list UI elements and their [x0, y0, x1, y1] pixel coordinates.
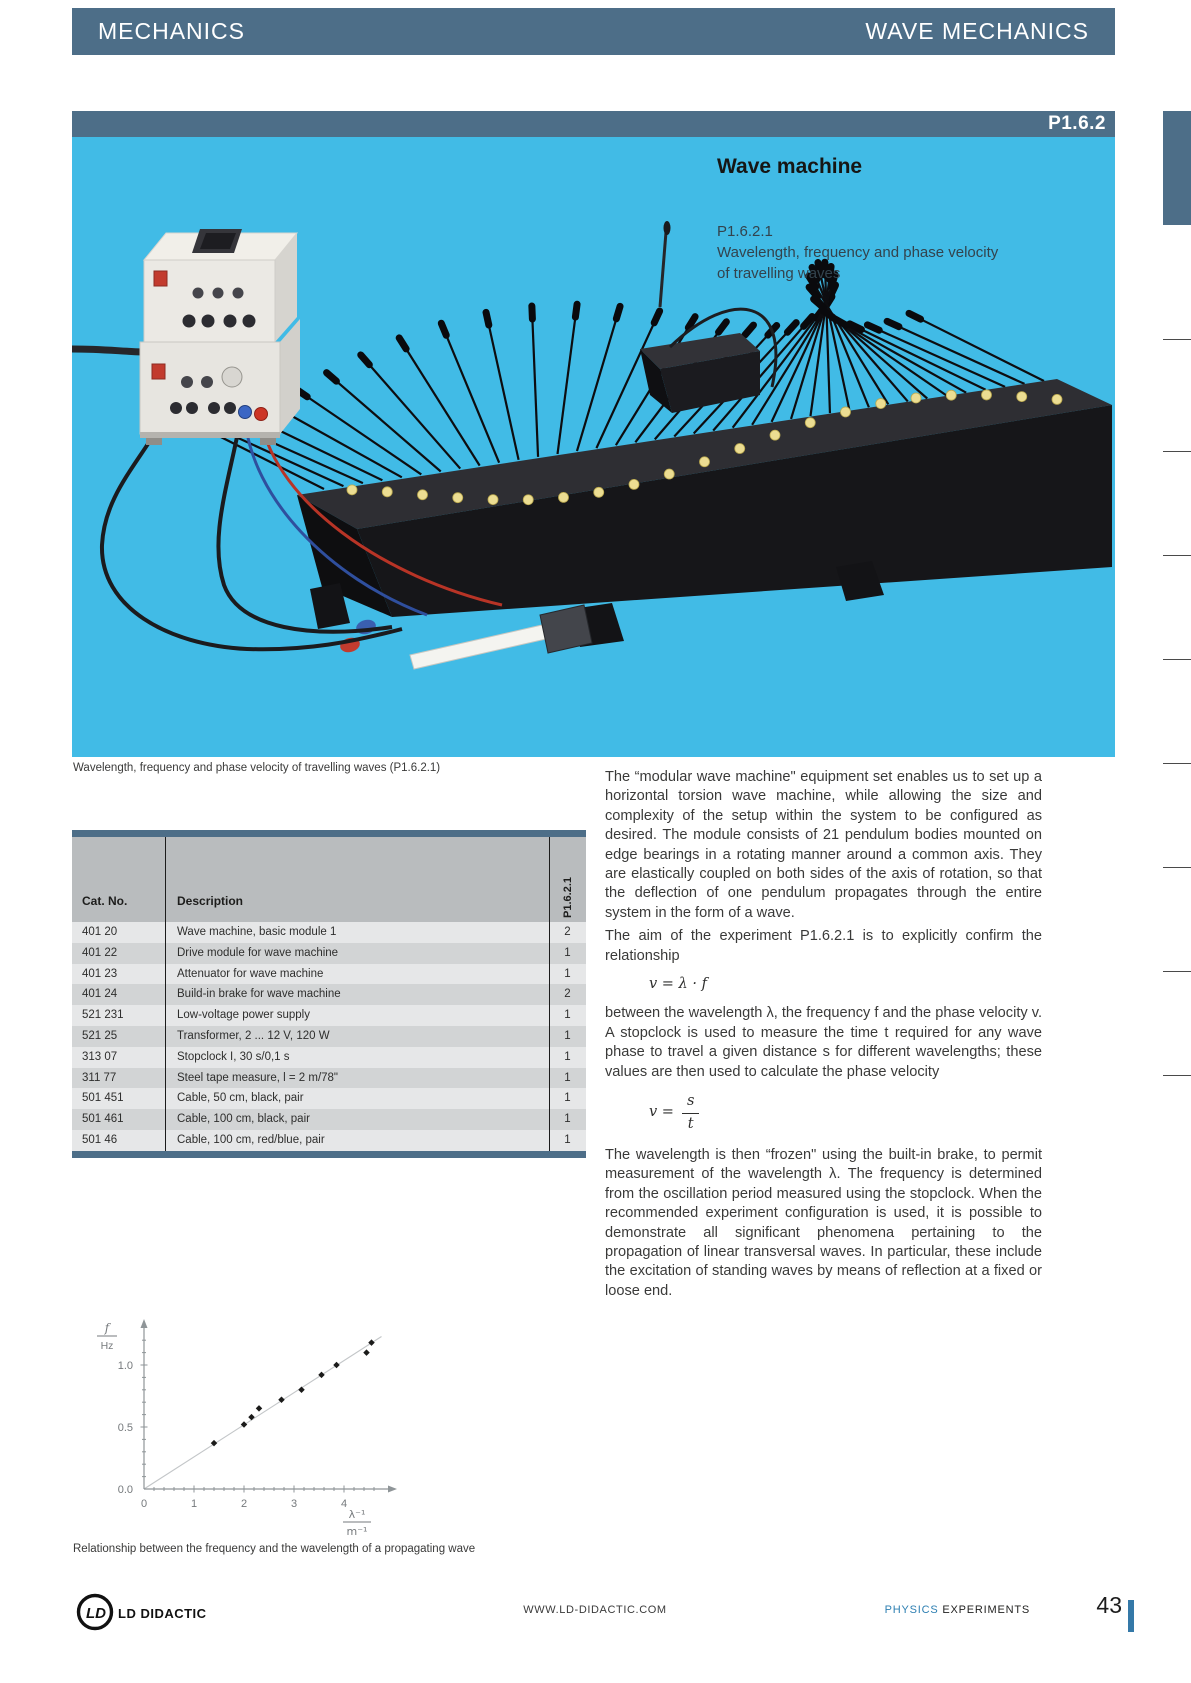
description-cell: Transformer, 2 ... 12 V, 120 W	[177, 1029, 330, 1042]
description-cell: Drive module for wave machine	[177, 946, 339, 959]
power-supply	[140, 229, 300, 445]
svg-text:2: 2	[240, 1498, 248, 1510]
edge-index-mark	[1163, 339, 1191, 340]
footer-series	[880, 1604, 1030, 1616]
table-row	[72, 1109, 586, 1130]
table-row	[72, 922, 586, 943]
edge-index-mark	[1163, 971, 1191, 972]
power-switch-bottom	[152, 364, 165, 379]
svg-text:4: 4	[340, 1498, 348, 1510]
cat-no-cell: 501 46	[82, 1133, 118, 1146]
footer-physics-label: PHYSICS	[884, 1604, 939, 1616]
description-cell: Build-in brake for wave machine	[177, 988, 341, 1001]
svg-text:f: f	[104, 1321, 110, 1335]
paragraph-2: The aim of the experiment P1.6.2.1 is to explicitly confirm the relationship	[605, 928, 1042, 964]
cat-no-cell: 521 25	[82, 1029, 118, 1042]
col-header-description: Description	[177, 894, 244, 908]
chapter-thumb-tab	[1163, 111, 1191, 225]
frequency-wavelength-chart	[85, 1222, 405, 1538]
cat-no-cell: 401 22	[82, 946, 118, 959]
edge-index-mark	[1163, 1075, 1191, 1076]
edge-index-mark	[1163, 451, 1191, 452]
description-cell: Steel tape measure, l = 2 m/78"	[177, 1071, 339, 1084]
table-row	[72, 1130, 586, 1151]
page-accent-bar	[1128, 1600, 1134, 1632]
description-cell: Cable, 100 cm, red/blue, pair	[177, 1133, 325, 1146]
experiment-code: P1.6.2.1	[717, 223, 773, 240]
qty-cell: 1	[564, 1071, 571, 1084]
table-divider	[549, 837, 550, 1151]
table-bottom-bar	[72, 1151, 586, 1158]
experiment-subtitle-line1: Wavelength, frequency and phase velocity	[717, 244, 999, 261]
description-cell: Cable, 100 cm, black, pair	[177, 1113, 310, 1126]
paragraph-4: The wavelength is then “frozen" using the built-in brake, to permit measurement of the wavelength λ. The frequency is determined from the oscillation period measured using the stopclock. When the recommended experiment configuration is used, it is possible to demonstrate all significant phenomena pertaining to the propagation of linear transversal waves. In particular, these include the excitation of standing waves by means of reflection at a fixed or loose end.	[605, 1146, 1042, 1299]
cat-no-cell: 311 77	[82, 1071, 117, 1084]
wave-machine-base	[297, 221, 1112, 654]
photo-caption: Wavelength, frequency and phase velocity of travelling waves (P1.6.2.1)	[73, 762, 441, 774]
qty-cell: 1	[564, 1029, 571, 1042]
footer-experiments-label: EXPERIMENTS	[942, 1604, 1030, 1616]
table-row	[72, 1068, 586, 1089]
logo-ld-text: LD	[86, 1605, 106, 1622]
description-cell: Cable, 50 cm, black, pair	[177, 1092, 304, 1105]
qty-cell: 2	[564, 926, 571, 938]
header-section-title: MECHANICS	[98, 18, 246, 44]
svg-text:Hz: Hz	[100, 1340, 114, 1352]
table-divider	[165, 837, 166, 1151]
svg-text:m⁻¹: m⁻¹	[346, 1525, 368, 1538]
logo-brand-text: LD DIDACTIC	[118, 1606, 207, 1621]
table-row	[72, 984, 586, 1005]
table-row	[72, 964, 586, 985]
cat-no-cell: 401 23	[82, 967, 118, 980]
cat-no-cell: 401 24	[82, 988, 118, 1001]
col-header-experiment-qty: P1.6.2.1	[561, 877, 574, 918]
table-row	[72, 943, 586, 964]
header-chapter-title: WAVE MECHANICS	[865, 18, 1089, 44]
cat-no-cell: 401 20	[82, 926, 118, 938]
col-header-cat-no: Cat. No.	[82, 894, 128, 908]
ld-didactic-logo	[75, 1590, 295, 1641]
qty-cell: 1	[564, 1113, 571, 1126]
paragraph-1: The “modular wave machine" equipment set enables us to set up a horizontal torsion wave machine, while allowing the size and complexity of the setup within the system to be configured as desired. The module consists of 21 pendulum bodies mounted on edge bearings in a rotating manner around a common axis. They are elastically coupled on both sides of the axis of rotation, so that the deflection of one pendulum propagates through the entire system in the form of a wave.	[605, 769, 1042, 921]
qty-cell: 2	[564, 988, 571, 1001]
equipment-rows	[72, 922, 586, 1151]
formula-v-lambda-f: v = λ · f	[649, 976, 707, 993]
svg-text:0: 0	[140, 1498, 148, 1510]
tape-measure	[410, 605, 592, 669]
description-cell: Wave machine, basic module 1	[177, 926, 337, 938]
description-cell: Low-voltage power supply	[177, 1009, 310, 1022]
page-header-bar	[72, 8, 1115, 55]
description-cell: Stopclock I, 30 s/0,1 s	[177, 1050, 290, 1063]
svg-text:1.0: 1.0	[117, 1360, 133, 1372]
description-cell: Attenuator for wave machine	[177, 967, 324, 980]
table-row	[72, 1047, 586, 1068]
table-header	[72, 837, 586, 922]
svg-text:1: 1	[190, 1498, 198, 1510]
formula-v-s-over-t: v = $\frac{s}{t}$	[649, 1092, 1042, 1134]
section-code: P1.6.2	[1048, 113, 1106, 134]
svg-text:0.0: 0.0	[117, 1484, 133, 1496]
cat-no-cell: 313 07	[82, 1050, 118, 1063]
edge-index-mark	[1163, 659, 1191, 660]
cat-no-cell: 501 461	[82, 1113, 124, 1126]
section-code-bar	[72, 111, 1115, 137]
experiment-subtitle-line2: of travelling waves	[717, 265, 841, 282]
table-top-bar	[72, 830, 586, 837]
edge-index-mark	[1163, 867, 1191, 868]
qty-cell: 1	[564, 1133, 571, 1146]
experiment-photo	[72, 137, 1115, 757]
chart-caption: Relationship between the frequency and the wavelength of a propagating wave	[73, 1543, 476, 1555]
table-row	[72, 1005, 586, 1026]
cat-no-cell: 501 451	[82, 1092, 124, 1105]
svg-text:3: 3	[290, 1498, 298, 1510]
power-switch-top	[154, 271, 167, 286]
paragraph-3: between the wavelength λ, the frequency f and the phase velocity v. A stopclock is used to measure the time t required for any wave phase to travel a given distance s for different wavelengths; these values are then used to calculate the phase velocity	[605, 1005, 1043, 1080]
svg-text:0.5: 0.5	[117, 1422, 133, 1434]
svg-text:λ⁻¹: λ⁻¹	[348, 1508, 366, 1521]
qty-cell: 1	[564, 1092, 571, 1105]
body-text-column	[605, 768, 1042, 1305]
qty-cell: 1	[564, 1009, 571, 1022]
edge-index-mark	[1163, 555, 1191, 556]
experiment-title: Wave machine	[717, 155, 863, 178]
qty-cell: 1	[564, 946, 571, 959]
page-number: 43	[1096, 1592, 1122, 1618]
experiment-heading	[717, 155, 1097, 284]
equipment-table	[72, 830, 586, 1158]
cat-no-cell: 521 231	[82, 1009, 124, 1022]
table-row	[72, 1088, 586, 1109]
qty-cell: 1	[564, 967, 571, 980]
edge-index-mark	[1163, 763, 1191, 764]
table-row	[72, 1026, 586, 1047]
footer-url: WWW.LD-DIDACTIC.COM	[523, 1604, 667, 1616]
qty-cell: 1	[564, 1050, 571, 1063]
